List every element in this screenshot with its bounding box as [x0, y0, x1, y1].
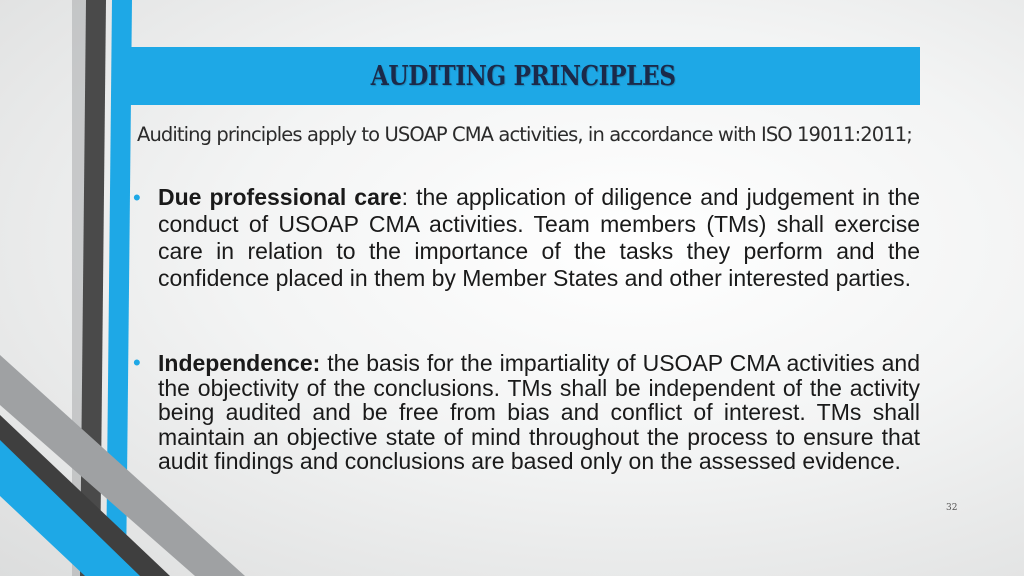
- bullet-independence: [133, 351, 920, 474]
- bullet-term: Due professional care: [158, 184, 402, 210]
- intro-text: Auditing principles apply to USOAP CMA activities, in accordance with ISO 19011:2011;: [137, 123, 912, 146]
- page-number: 32: [946, 503, 958, 513]
- bullet-term: Independence:: [158, 350, 321, 376]
- bullet-separator: :: [401, 184, 409, 210]
- bullet-body: the application of diligence and judgement in the conduct of USOAP CMA activities. Team members (TMs) shall exercise care in relation to the importance of the tasks they perform and the confidence placed in them by Member States and other interested parties.: [158, 184, 920, 291]
- bullet-text: [158, 351, 920, 474]
- bullet-dot-icon: •: [133, 350, 141, 375]
- title-bar: [127, 47, 920, 105]
- bullet-dot-icon: •: [133, 185, 141, 210]
- slide-title: AUDITING PRINCIPLES: [371, 60, 676, 92]
- bullet-due-professional-care: [133, 184, 920, 292]
- bullet-text: [158, 184, 920, 292]
- bullet-body: the basis for the impartiality of USOAP CMA activities and the objectivity of the conclusions. TMs shall be independent of the activity being audited and be free from bias and conflict of interest. TMs shall maintain an objective state of mind throughout the process to ensure that audit findings and conclusions are based only on the assessed evidence.: [158, 350, 920, 474]
